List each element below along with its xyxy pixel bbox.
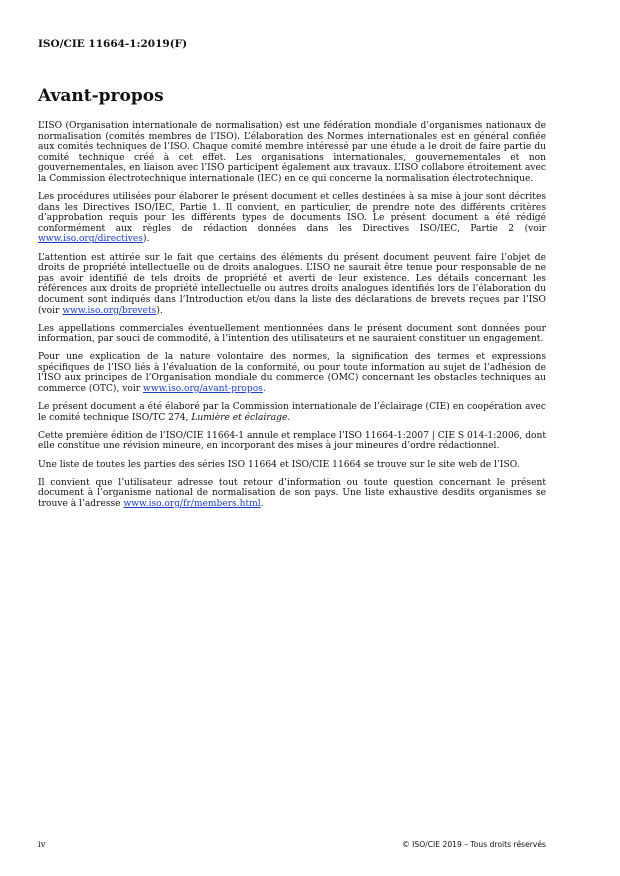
directives-link[interactable]: www.iso.org/directives <box>38 234 143 245</box>
paragraph-voluntary-nature-text: Pour une explication de la nature volontaire des normes, la signification des termes et expressions spécifiques de l’ISO liés à l’évaluation de la conformité, ou pour toute information au sujet de l’adhésion de l’ISO aux principes de l’Organisation mondiale du commerce (OMC) concernant les obstacles techniques au commerce (OTC), voir <box>38 352 546 395</box>
page-title: Avant-propos <box>38 86 164 106</box>
paragraph-procedures <box>38 192 546 245</box>
paragraph-patents-end: ). <box>156 305 163 316</box>
paragraph-voluntary-nature-end: . <box>262 384 266 395</box>
foreword-link[interactable]: www.iso.org/avant-propos <box>143 384 263 395</box>
patents-link[interactable]: www.iso.org/brevets <box>62 305 157 316</box>
paragraph-feedback-text: Il convient que l’utilisateur adresse tout retour d’information ou toute question concernant le présent document à l’organisme national de normalisation de son pays. Une liste exhaustive desdits organismes se trouve à l’adresse <box>38 477 546 509</box>
committee-title: Lumière et éclairage <box>191 412 288 423</box>
document-id-header: ISO/CIE 11664-1:2019(F) <box>38 38 188 50</box>
paragraph-patents <box>38 253 546 317</box>
paragraph-edition: Cette première édition de l’ISO/CIE 11664-1 annule et remplace l’ISO 11664-1:2007 | CIE S 014-1:2006, dont elle constitue une révision mineure, en incorporant des mises à jour mineures d’ordre rédactionnel. <box>38 430 546 452</box>
paragraph-feedback-end: . <box>260 498 264 509</box>
paragraph-voluntary-nature <box>38 352 546 394</box>
members-link[interactable]: www.iso.org/fr/members.html <box>123 498 261 509</box>
paragraph-committee-end: . <box>287 412 291 423</box>
foreword-body <box>38 121 546 517</box>
page-number: iv <box>38 840 46 850</box>
paragraph-series-list: Une liste de toutes les parties des séries ISO 11664 et ISO/CIE 11664 se trouve sur le site web de l’ISO. <box>38 459 520 470</box>
paragraph-committee <box>38 402 546 423</box>
paragraph-committee-text: Le présent document a été élaboré par la Commission internationale de l’éclairage (CIE) en coopération avec le comité technique ISO/TC 274, <box>38 402 546 423</box>
paragraph-procedures-text: Les procédures utilisées pour élaborer le présent document et celles destinées à sa mise à jour sont décrites dans les Directives ISO/IEC, Partie 1. Il convient, en particulier, de prendre note des différents critères d’approbation requis pour les différents types de documents ISO. Le présent document a été rédigé conformément aux règles de rédaction données dans les Directives ISO/IEC, Partie 2 (voir <box>38 192 546 234</box>
paragraph-iso-intro: L’ISO (Organisation internationale de normalisation) est une fédération mondiale d’organismes nationaux de normalisation (comités membres de l’ISO). L’élaboration des Normes internationales est en général confiée aux comités techniques de l’ISO. Chaque comité membre intéressé par une étude a le droit de faire partie du comité technique créé à cet effet. Les organisations internationales, gouvernementales et non gouvernementales, en liaison avec l’ISO participent également aux travaux. L’ISO collabore étroitement avec la Commission électrotechnique internationale (IEC) en ce qui concerne la normalisation électrotechnique. <box>38 121 546 184</box>
paragraph-procedures-end: ). <box>142 234 150 245</box>
paragraph-trade-names: Les appellations commerciales éventuellement mentionnées dans le présent document sont données pour information, par souci de commodité, à l’intention des utilisateurs et ne sauraient constituer un engagement. <box>38 323 546 345</box>
paragraph-feedback <box>38 478 546 510</box>
paragraph-patents-text: L’attention est attirée sur le fait que certains des éléments du présent document peuvent faire l’objet de droits de propriété intellectuelle ou de droits analogues. L’ISO ne saurait être tenue pour responsable de ne pas avoir identifié de tels droits de propriété et averti de leur existence. Les détails concernant les références aux droits de propriété intellectuelle ou autres droits analogues identifiés lors de l’élaboration du document sont indiqués dans l’Introduction et/ou dans la liste des déclarations de brevets reçues par l’ISO (voir <box>38 252 546 316</box>
copyright-notice: © ISO/CIE 2019 – Tous droits réservés <box>402 840 546 849</box>
